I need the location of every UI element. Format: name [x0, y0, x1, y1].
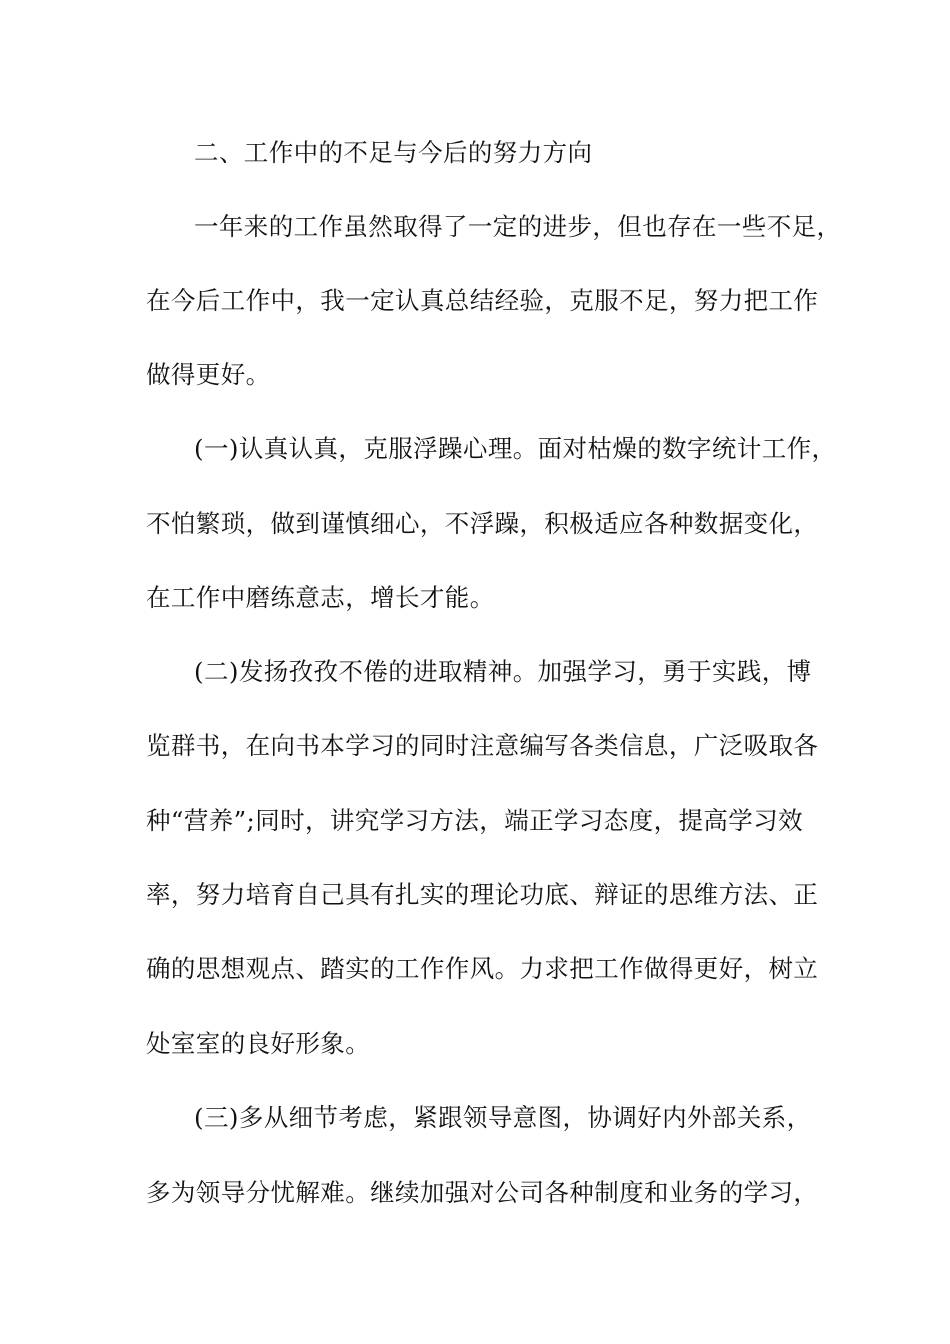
- paragraph-1-line-3: 做得更好。: [146, 360, 271, 389]
- paragraph-3-line-1: (二)发扬孜孜不倦的进取精神。加强学习，勇于实践，博: [194, 657, 812, 686]
- paragraph-2-line-2: 不怕繁琐，做到谨慎细心，不浮躁，积极适应各种数据变化，: [146, 509, 819, 538]
- paragraph-3-line-3: 种“营养”;同时，讲究学习方法，端正学习态度，提高学习效: [146, 806, 804, 835]
- paragraph-3-line-4: 率，努力培育自己具有扎实的理论功底、辩证的思维方法、正: [146, 880, 819, 909]
- paragraph-1-line-1: 一年来的工作虽然取得了一定的进步，但也存在一些不足，: [194, 212, 842, 241]
- paragraph-4-line-1: (三)多从细节考虑，紧跟领导意图，协调好内外部关系，: [194, 1103, 812, 1132]
- paragraph-2-line-3: 在工作中磨练意志，增长才能。: [146, 583, 495, 612]
- paragraph-2-line-1: (一)认真认真，克服浮躁心理。面对枯燥的数字统计工作，: [194, 434, 837, 463]
- paragraph-3-line-2: 览群书，在向书本学习的同时注意编写各类信息，广泛吸取各: [146, 731, 819, 760]
- paragraph-4-line-2: 多为领导分忧解难。继续加强对公司各种制度和业务的学习，: [146, 1178, 819, 1207]
- paragraph-3-line-6: 处室室的良好形象。: [146, 1029, 371, 1058]
- section-heading: 二、工作中的不足与今后的努力方向: [194, 138, 593, 167]
- paragraph-1-line-2: 在今后工作中，我一定认真总结经验，克服不足，努力把工作: [146, 286, 819, 315]
- paragraph-3-line-5: 确的思想观点、踏实的工作作风。力求把工作做得更好，树立: [146, 954, 819, 983]
